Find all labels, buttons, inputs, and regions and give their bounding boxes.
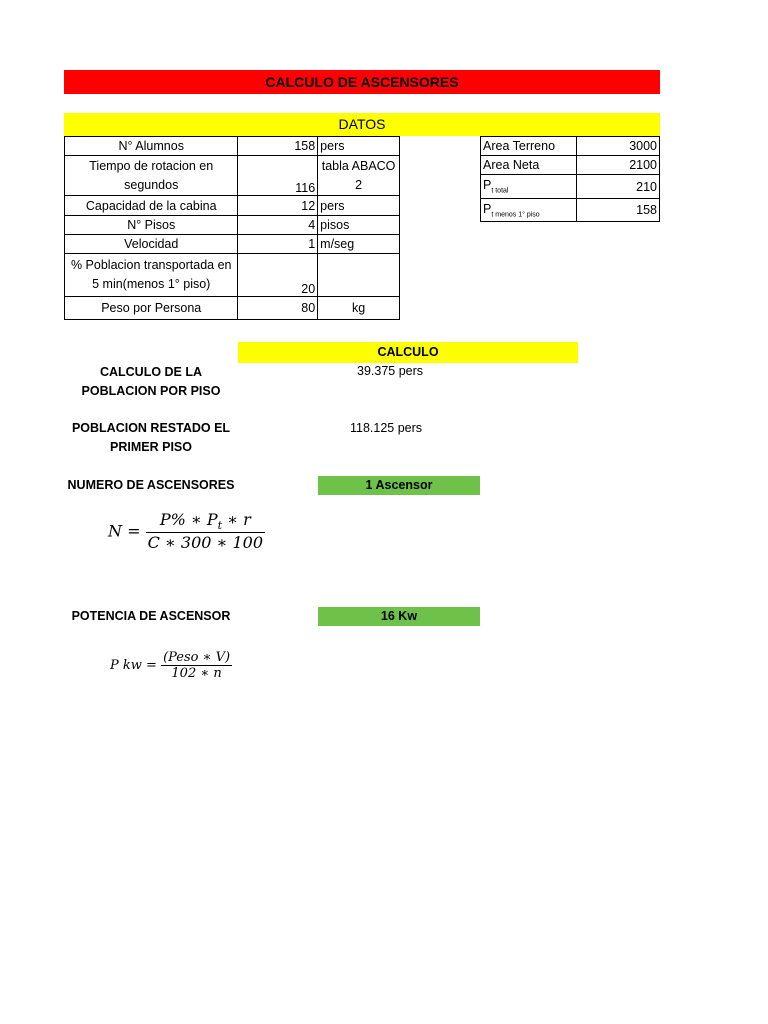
numero-ascensores-label: NUMERO DE ASCENSORES bbox=[67, 478, 235, 492]
alumnos-unit: pers bbox=[318, 137, 400, 156]
area-neta-label: Area Neta bbox=[481, 156, 577, 175]
poblacion-restado-label: POBLACION RESTADO EL PRIMER PISO bbox=[71, 421, 231, 454]
area-terreno-label: Area Terreno bbox=[481, 137, 577, 156]
page-title: CALCULO DE ASCENSORES bbox=[64, 70, 660, 94]
pt-menos-main: P bbox=[483, 201, 492, 216]
formula-p bbox=[110, 650, 232, 681]
velocidad-label: Velocidad bbox=[65, 235, 238, 254]
datos-header: DATOS bbox=[64, 113, 660, 136]
formula-n-denominator: C ∗ 300 ∗ 100 bbox=[147, 533, 264, 553]
formula-p-fraction bbox=[161, 650, 232, 681]
pisos-label: N° Pisos bbox=[65, 216, 238, 235]
tiempo-label: Tiempo de rotacion en segundos bbox=[65, 156, 238, 196]
capacidad-label: Capacidad de la cabina bbox=[65, 196, 238, 216]
pisos-value[interactable]: 4 bbox=[238, 216, 318, 235]
table-row bbox=[65, 156, 400, 196]
formula-n-numerator bbox=[146, 510, 265, 533]
velocidad-unit: m/seg bbox=[318, 235, 400, 254]
capacidad-unit: pers bbox=[318, 196, 400, 216]
peso-unit: kg bbox=[318, 297, 400, 320]
table-row bbox=[481, 137, 660, 156]
poblacion-unit bbox=[318, 254, 400, 297]
table-row bbox=[65, 297, 400, 320]
alumnos-label: N° Alumnos bbox=[65, 137, 238, 156]
area-neta-value[interactable]: 2100 bbox=[576, 156, 659, 175]
tiempo-unit-line1: tabla ABACO bbox=[321, 158, 396, 173]
poblacion-label: % Poblacion transportada en 5 min(menos 1° piso) bbox=[65, 254, 238, 297]
formula-p-numerator: (Peso ∗ V) bbox=[163, 650, 231, 665]
poblacion-value[interactable]: 20 bbox=[238, 254, 318, 297]
potencia-value: 16 Kw bbox=[318, 607, 480, 626]
pt-menos-value[interactable]: 158 bbox=[576, 199, 659, 222]
poblacion-restado-value: 118.125 pers bbox=[350, 421, 423, 435]
areas-table bbox=[480, 136, 660, 222]
peso-value[interactable]: 80 bbox=[238, 297, 318, 320]
tiempo-value[interactable]: 116 bbox=[238, 156, 318, 196]
peso-label: Peso por Persona bbox=[65, 297, 238, 320]
tiempo-unit bbox=[318, 156, 400, 196]
formula-n-num-main: P% ∗ P bbox=[159, 510, 218, 529]
table-row bbox=[481, 199, 660, 222]
pt-total-main: P bbox=[483, 178, 492, 193]
formula-n-fraction bbox=[146, 510, 265, 552]
pt-menos-sub: t menos 1° piso bbox=[491, 211, 540, 219]
capacidad-value[interactable]: 12 bbox=[238, 196, 318, 216]
table-row bbox=[65, 137, 400, 156]
poblacion-piso-value: 39.375 pers bbox=[357, 364, 424, 378]
pt-menos-label bbox=[481, 199, 577, 222]
area-terreno-value[interactable]: 3000 bbox=[576, 137, 659, 156]
pt-total-sub: t total bbox=[491, 187, 509, 195]
velocidad-value[interactable]: 1 bbox=[238, 235, 318, 254]
table-row bbox=[65, 235, 400, 254]
formula-n-num-tail: ∗ r bbox=[222, 510, 251, 529]
formula-n bbox=[108, 510, 265, 552]
pt-total-label bbox=[481, 175, 577, 199]
table-row bbox=[481, 156, 660, 175]
numero-ascensores-value: 1 Ascensor bbox=[318, 476, 480, 495]
datos-table bbox=[64, 136, 400, 320]
formula-p-lhs: P kw = bbox=[110, 658, 157, 673]
table-row bbox=[65, 196, 400, 216]
formula-p-denominator: 102 ∗ n bbox=[171, 666, 222, 681]
table-row bbox=[65, 216, 400, 235]
poblacion-piso-label: CALCULO DE LA POBLACION POR PISO bbox=[81, 365, 221, 398]
formula-n-lhs: N = bbox=[108, 521, 141, 541]
calculo-header: CALCULO bbox=[238, 342, 578, 363]
pt-total-value[interactable]: 210 bbox=[576, 175, 659, 199]
potencia-label: POTENCIA DE ASCENSOR bbox=[71, 609, 231, 623]
formula-n-num-sub: t bbox=[217, 519, 223, 533]
tiempo-unit-line2: 2 bbox=[355, 177, 363, 192]
alumnos-value[interactable]: 158 bbox=[238, 137, 318, 156]
table-row bbox=[65, 254, 400, 297]
pisos-unit: pisos bbox=[318, 216, 400, 235]
table-row bbox=[481, 175, 660, 199]
